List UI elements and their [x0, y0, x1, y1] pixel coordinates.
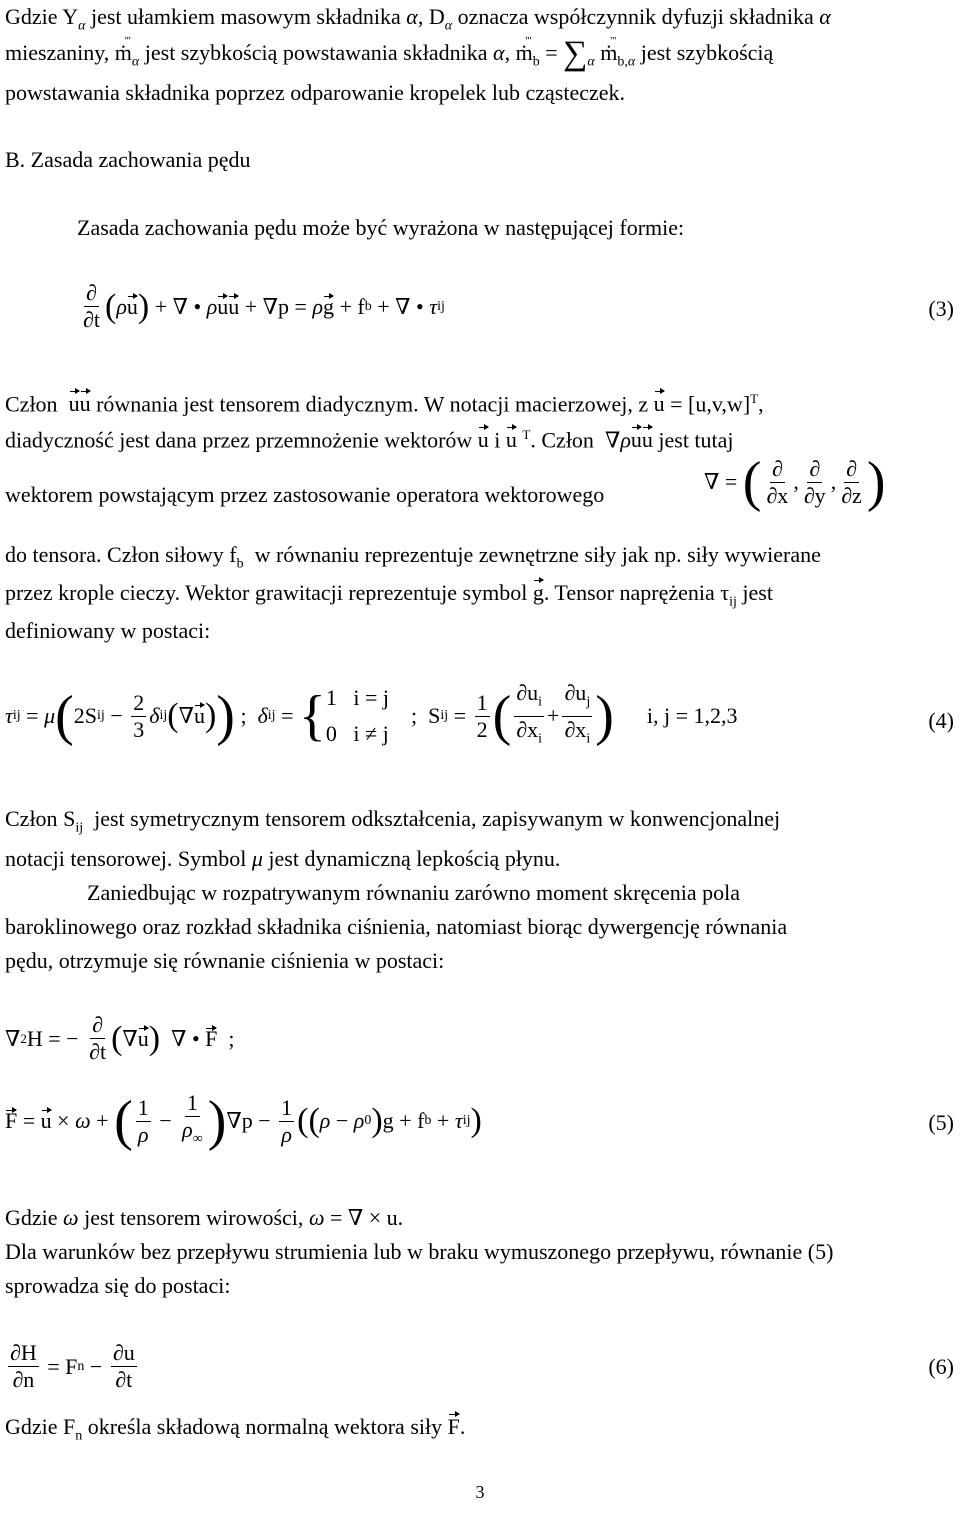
text: jest symetrycznym tensorem odkształcenia, zapisywanym w konwencjonalnej — [88, 806, 781, 831]
text: jest szybkością powstawania składnika — [139, 40, 494, 65]
text: Gdzie — [5, 1205, 64, 1230]
text: Gdzie Y — [5, 4, 79, 29]
text: diadyczność jest dana przez przemnożenie wektorów — [5, 427, 478, 453]
text: α — [78, 18, 86, 34]
sum-symbol: ∑ — [563, 35, 588, 72]
text-line-10: przez krople cieczy. Wektor grawitacji reprezentuje symbol g. Tensor naprężenia $\tau_{ij}$ jest — [5, 580, 773, 610]
text-line-8: wektorem powstającym przez zastosowanie operatora wektorowego — [5, 482, 605, 507]
text: μ — [251, 846, 263, 871]
text: Człon — [5, 806, 64, 831]
text: α — [444, 18, 453, 34]
text: α — [406, 4, 418, 29]
text: α — [493, 40, 505, 65]
text: jest szybkością — [635, 40, 774, 65]
text: jest tensorem wirowości, — [78, 1205, 309, 1230]
text-line-2: mieszaniny, ''' ṁ$_\alpha$ jest szybkością powstawania składnika α, ''' ṁ$_b$ = $\sum_\alpha$ ''' ṁ$_{b,\alpha}$ jest szybkością — [5, 38, 773, 77]
text-line-3: powstawania składnika poprzez odparowanie kropelek lub cząsteczek. — [5, 80, 626, 105]
text-line-13 — [5, 844, 560, 874]
text: w równaniu reprezentuje zewnętrzne siły jak np. siły wywierane — [249, 542, 821, 567]
text: n — [75, 1428, 83, 1444]
text: = — [324, 1205, 348, 1230]
text-line-7: diadyczność jest dana przez przemnożenie wektorów u i u $^T$. Człon ∇ρuu jest tutaj — [5, 420, 734, 455]
text: T — [522, 427, 531, 442]
math-symbol: ''' ṁ$_\alpha$ — [115, 38, 139, 77]
text: jest — [736, 580, 773, 605]
text: przez krople cieczy. Wektor grawitacji reprezentuje symbol — [5, 580, 533, 605]
nabla-operator: ∇ = ( $\frac{\partial}{\partial x}$ , $\frac{\partial}{\partial y}$ , $\frac{\partial}{\partial z}$ ) — [704, 451, 886, 513]
text: oznacza współczynnik dyfuzji składnika — [452, 4, 820, 29]
text-line-19: sprowadza się do postaci: — [5, 1273, 231, 1298]
fraction: $\frac{\partial}{\partial t}$ — [83, 280, 100, 332]
equation-4: τ ij = μ ( 2S ij − $\frac{2}{3}$ δ ij ( ∇ u ) ) ; δ ij = { 1 i = j 0 i ≠ j ; S ij = $\frac{1}{2}$ ( $\frac{\partial u_i}{\partial x_i}$ + $\frac{\partial u_j}{\partial x_i}$ ) i, j = 1,2,3 — [5, 680, 738, 747]
text: , — [504, 40, 516, 65]
equation-5: F = u × ω + ( $\frac{1}{\rho}$ − $\frac{1}{\rho_\infty}$ ) ∇p − $\frac{1}{\rho}$ (( ρ − ρ 0 ) g + f b + τ ij ) — [5, 1090, 482, 1153]
text: α — [819, 4, 831, 29]
equation-number: (5) — [928, 1110, 954, 1135]
text: jest dynamiczną lepkością płynu. — [262, 846, 561, 871]
text: . — [459, 1414, 466, 1439]
text-line-20: Gdzie $F_n$ określa składową normalną wektora siły F. — [5, 1414, 466, 1444]
text: , D — [417, 4, 445, 29]
text: . Tensor naprężenia τ — [543, 580, 730, 605]
text: ω — [63, 1205, 79, 1230]
text: mieszaniny, — [5, 40, 115, 65]
text: T — [750, 391, 759, 406]
text-line-5: Zasada zachowania pędu może być wyrażona w następującej formie: — [77, 215, 685, 240]
text: Gdzie F — [5, 1414, 76, 1439]
text-line-17: Gdzie ω jest tensorem wirowości, ω = ∇ × u. — [5, 1205, 404, 1230]
text: jest ułamkiem masowym składnika — [85, 4, 407, 29]
math-symbol: ''' ṁ$_b$ — [516, 38, 540, 77]
text: równania jest tensorem — [90, 391, 306, 417]
equation-3: $\frac{\partial}{\partial t}$ ( ρ u ) + ∇ • ρ u u + ∇p = ρ g + f b + ∇ • τ ij — [83, 280, 445, 332]
text-line-9: do tensora. Człon siłowy $f_b$ w równaniu reprezentuje zewnętrzne siły jak np. siły wywierane — [5, 542, 821, 572]
text: Człon — [5, 391, 64, 417]
equation-number: (6) — [928, 1354, 954, 1379]
equation-number: (3) — [928, 296, 954, 321]
text: określa składową normalną wektora siły — [82, 1414, 448, 1439]
text: = [u,v,w] — [664, 391, 751, 417]
text-line-6: Człon uu równania jest tensorem diadycznym. W notacji macierzowej, z $u = [u,v,w]^T$, — [5, 384, 764, 419]
text: jest tutaj — [652, 427, 734, 453]
text: . Człon — [530, 427, 600, 453]
text: i — [488, 427, 506, 453]
equation-number: (4) — [928, 708, 954, 733]
index-range: i, j = 1,2,3 — [646, 703, 738, 728]
text-line-14: Zaniedbując w rozpatrywanym równaniu zarówno moment skręcenia pola — [87, 880, 741, 905]
text: notacji tensorowej. Symbol — [5, 846, 252, 871]
text: ij — [729, 594, 737, 610]
paren: ( — [104, 287, 117, 325]
text-line-16: pędu, otrzymuje się równanie ciśnienia w postaci: — [5, 948, 445, 973]
equation-6: $\frac{\partial H}{\partial n}$ = F n − $\frac{\partial u}{\partial t}$ — [10, 1340, 135, 1392]
section-heading: B. Zasada zachowania pędu — [5, 147, 251, 172]
text: ω — [308, 1205, 325, 1230]
math-symbol: ''' ṁ$_{b,\alpha}$ — [600, 38, 635, 77]
text-line-12: Człon $S_{ij}$ jest symetrycznym tensorem odkształcenia, zapisywanym w konwencjonalnej — [5, 806, 781, 836]
page-number: 3 — [475, 1482, 485, 1502]
pressure-equation: ∇ 2 H = − $\frac{\partial}{\partial t}$ ( ∇ u ) ∇ • F ; — [5, 1012, 235, 1064]
text-line-15: baroklinowego oraz rozkład składnika ciśnienia, natomiast biorąc dywergencję równania — [5, 914, 788, 939]
text: diadycznym. W notacji macierzowej, z — [305, 391, 654, 417]
text: do tensora. Człon siłowy — [5, 542, 230, 567]
text: , — [758, 391, 764, 417]
text-line-11: definiowany w postaci: — [5, 618, 211, 643]
text-line-18: Dla warunków bez przepływu strumienia lub w braku wymuszonego przepływu, równanie (5) — [5, 1239, 834, 1264]
